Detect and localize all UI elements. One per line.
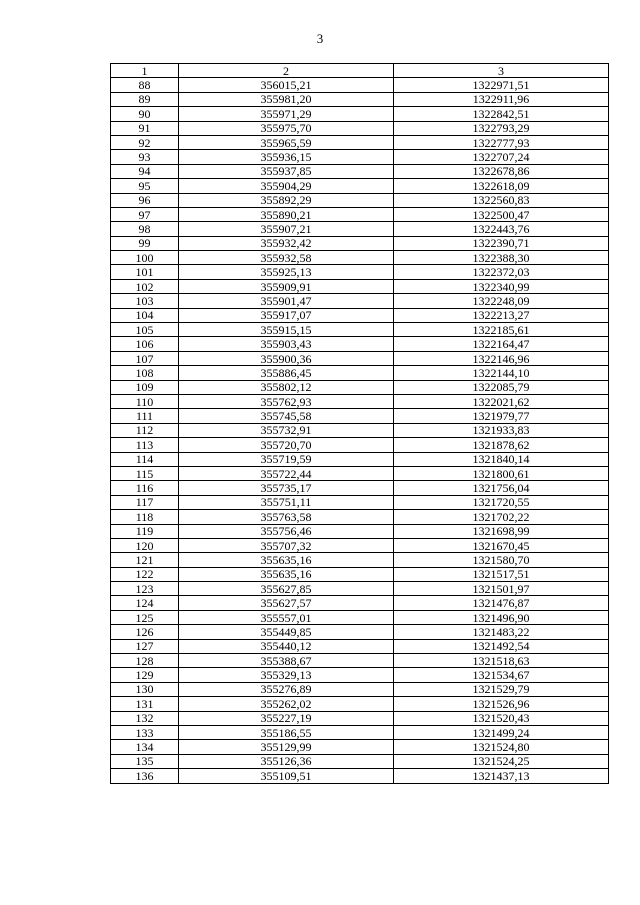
y-coordinate-cell: 1321517,51	[394, 567, 609, 581]
point-number-cell: 130	[111, 682, 179, 696]
x-coordinate-cell: 355971,29	[179, 107, 394, 121]
point-number-cell: 110	[111, 394, 179, 408]
point-number-cell: 92	[111, 135, 179, 149]
y-coordinate-cell: 1322021,62	[394, 394, 609, 408]
table-row	[111, 510, 609, 524]
table-row	[111, 380, 609, 394]
table-row	[111, 495, 609, 509]
column-header-2: 2	[179, 64, 394, 78]
x-coordinate-cell: 355886,45	[179, 366, 394, 380]
x-coordinate-cell: 355732,91	[179, 423, 394, 437]
table-row	[111, 251, 609, 265]
table-row	[111, 121, 609, 135]
y-coordinate-cell: 1321476,87	[394, 596, 609, 610]
y-coordinate-cell: 1322164,47	[394, 337, 609, 351]
x-coordinate-cell: 355186,55	[179, 725, 394, 739]
table-row	[111, 668, 609, 682]
point-number-cell: 95	[111, 179, 179, 193]
x-coordinate-cell: 355276,89	[179, 682, 394, 696]
y-coordinate-cell: 1321840,14	[394, 452, 609, 466]
point-number-cell: 93	[111, 150, 179, 164]
point-number-cell: 120	[111, 538, 179, 552]
x-coordinate-cell: 355917,07	[179, 308, 394, 322]
y-coordinate-cell: 1321720,55	[394, 495, 609, 509]
point-number-cell: 134	[111, 740, 179, 754]
x-coordinate-cell: 355329,13	[179, 668, 394, 682]
y-coordinate-cell: 1322777,93	[394, 135, 609, 149]
x-coordinate-cell: 355937,85	[179, 164, 394, 178]
x-coordinate-cell: 355762,93	[179, 394, 394, 408]
point-number-cell: 99	[111, 236, 179, 250]
x-coordinate-cell: 355901,47	[179, 294, 394, 308]
point-number-cell: 109	[111, 380, 179, 394]
y-coordinate-cell: 1321933,83	[394, 423, 609, 437]
table-row	[111, 610, 609, 624]
table-row	[111, 438, 609, 452]
table-row	[111, 725, 609, 739]
y-coordinate-cell: 1322340,99	[394, 279, 609, 293]
y-coordinate-cell: 1322707,24	[394, 150, 609, 164]
table-row	[111, 754, 609, 768]
point-number-cell: 119	[111, 524, 179, 538]
y-coordinate-cell: 1322842,51	[394, 107, 609, 121]
x-coordinate-cell: 355900,36	[179, 351, 394, 365]
point-number-cell: 94	[111, 164, 179, 178]
x-coordinate-cell: 355557,01	[179, 610, 394, 624]
table-row	[111, 567, 609, 581]
point-number-cell: 135	[111, 754, 179, 768]
x-coordinate-cell: 355915,15	[179, 323, 394, 337]
column-header-3: 3	[394, 64, 609, 78]
table-row	[111, 222, 609, 236]
x-coordinate-cell: 355904,29	[179, 179, 394, 193]
y-coordinate-cell: 1321756,04	[394, 481, 609, 495]
x-coordinate-cell: 355907,21	[179, 222, 394, 236]
y-coordinate-cell: 1321518,63	[394, 654, 609, 668]
y-coordinate-cell: 1321979,77	[394, 409, 609, 423]
y-coordinate-cell: 1322971,51	[394, 78, 609, 92]
table-row	[111, 236, 609, 250]
y-coordinate-cell: 1322560,83	[394, 193, 609, 207]
point-number-cell: 118	[111, 510, 179, 524]
point-number-cell: 125	[111, 610, 179, 624]
point-number-cell: 107	[111, 351, 179, 365]
x-coordinate-cell: 355751,11	[179, 495, 394, 509]
y-coordinate-cell: 1321702,22	[394, 510, 609, 524]
table-row	[111, 337, 609, 351]
point-number-cell: 126	[111, 625, 179, 639]
table-row	[111, 582, 609, 596]
x-coordinate-cell: 355965,59	[179, 135, 394, 149]
x-coordinate-cell: 355936,15	[179, 150, 394, 164]
x-coordinate-cell: 355388,67	[179, 654, 394, 668]
x-coordinate-cell: 355903,43	[179, 337, 394, 351]
table-row	[111, 466, 609, 480]
x-coordinate-cell: 355975,70	[179, 121, 394, 135]
x-coordinate-cell: 355707,32	[179, 538, 394, 552]
y-coordinate-cell: 1321878,62	[394, 438, 609, 452]
x-coordinate-cell: 355627,57	[179, 596, 394, 610]
y-coordinate-cell: 1322793,29	[394, 121, 609, 135]
point-number-cell: 89	[111, 92, 179, 106]
y-coordinate-cell: 1321492,54	[394, 639, 609, 653]
table-row	[111, 351, 609, 365]
x-coordinate-cell: 355722,44	[179, 466, 394, 480]
y-coordinate-cell: 1321698,99	[394, 524, 609, 538]
y-coordinate-cell: 1322185,61	[394, 323, 609, 337]
page-number: 3	[316, 31, 324, 46]
table-row	[111, 265, 609, 279]
y-coordinate-cell: 1321520,43	[394, 711, 609, 725]
table-row	[111, 366, 609, 380]
x-coordinate-cell: 355932,58	[179, 251, 394, 265]
y-coordinate-cell: 1322390,71	[394, 236, 609, 250]
point-number-cell: 127	[111, 639, 179, 653]
y-coordinate-cell: 1321580,70	[394, 553, 609, 567]
y-coordinate-cell: 1321534,67	[394, 668, 609, 682]
table-row	[111, 524, 609, 538]
x-coordinate-cell: 355932,42	[179, 236, 394, 250]
table-row	[111, 294, 609, 308]
table-row	[111, 107, 609, 121]
point-number-cell: 102	[111, 279, 179, 293]
x-coordinate-cell: 355802,12	[179, 380, 394, 394]
y-coordinate-cell: 1322146,96	[394, 351, 609, 365]
table-row	[111, 308, 609, 322]
point-number-cell: 117	[111, 495, 179, 509]
x-coordinate-cell: 355981,20	[179, 92, 394, 106]
table-row	[111, 323, 609, 337]
column-header-1: 1	[111, 64, 179, 78]
y-coordinate-cell: 1322678,86	[394, 164, 609, 178]
table-row	[111, 769, 609, 783]
y-coordinate-cell: 1322372,03	[394, 265, 609, 279]
table-row	[111, 193, 609, 207]
point-number-cell: 104	[111, 308, 179, 322]
x-coordinate-cell: 355440,12	[179, 639, 394, 653]
table-row	[111, 538, 609, 552]
y-coordinate-cell: 1321800,61	[394, 466, 609, 480]
y-coordinate-cell: 1322085,79	[394, 380, 609, 394]
x-coordinate-cell: 355719,59	[179, 452, 394, 466]
point-number-cell: 115	[111, 466, 179, 480]
point-number-cell: 90	[111, 107, 179, 121]
x-coordinate-cell: 355627,85	[179, 582, 394, 596]
point-number-cell: 100	[111, 251, 179, 265]
table-row	[111, 279, 609, 293]
point-number-cell: 96	[111, 193, 179, 207]
y-coordinate-cell: 1322618,09	[394, 179, 609, 193]
point-number-cell: 108	[111, 366, 179, 380]
point-number-cell: 133	[111, 725, 179, 739]
y-coordinate-cell: 1322500,47	[394, 207, 609, 221]
y-coordinate-cell: 1322443,76	[394, 222, 609, 236]
x-coordinate-cell: 355925,13	[179, 265, 394, 279]
x-coordinate-cell: 355909,91	[179, 279, 394, 293]
table-row	[111, 452, 609, 466]
table-body	[111, 78, 609, 783]
point-number-cell: 101	[111, 265, 179, 279]
x-coordinate-cell: 355126,36	[179, 754, 394, 768]
table-row	[111, 697, 609, 711]
point-number-cell: 98	[111, 222, 179, 236]
table-row	[111, 639, 609, 653]
table-row	[111, 207, 609, 221]
table-row	[111, 164, 609, 178]
table-row	[111, 654, 609, 668]
point-number-cell: 122	[111, 567, 179, 581]
x-coordinate-cell: 355227,19	[179, 711, 394, 725]
y-coordinate-cell: 1321529,79	[394, 682, 609, 696]
x-coordinate-cell: 355756,46	[179, 524, 394, 538]
y-coordinate-cell: 1322213,27	[394, 308, 609, 322]
x-coordinate-cell: 355892,29	[179, 193, 394, 207]
x-coordinate-cell: 355635,16	[179, 553, 394, 567]
y-coordinate-cell: 1321524,25	[394, 754, 609, 768]
point-number-cell: 113	[111, 438, 179, 452]
x-coordinate-cell: 355109,51	[179, 769, 394, 783]
x-coordinate-cell: 356015,21	[179, 78, 394, 92]
table-row	[111, 711, 609, 725]
table-header-row	[111, 64, 609, 78]
point-number-cell: 103	[111, 294, 179, 308]
point-number-cell: 132	[111, 711, 179, 725]
coordinates-table	[110, 63, 609, 784]
y-coordinate-cell: 1322248,09	[394, 294, 609, 308]
x-coordinate-cell: 355129,99	[179, 740, 394, 754]
table-row	[111, 682, 609, 696]
point-number-cell: 97	[111, 207, 179, 221]
point-number-cell: 88	[111, 78, 179, 92]
point-number-cell: 91	[111, 121, 179, 135]
y-coordinate-cell: 1321526,96	[394, 697, 609, 711]
y-coordinate-cell: 1322388,30	[394, 251, 609, 265]
y-coordinate-cell: 1321524,80	[394, 740, 609, 754]
table-row	[111, 740, 609, 754]
y-coordinate-cell: 1321437,13	[394, 769, 609, 783]
y-coordinate-cell: 1321670,45	[394, 538, 609, 552]
y-coordinate-cell: 1322911,96	[394, 92, 609, 106]
x-coordinate-cell: 355449,85	[179, 625, 394, 639]
point-number-cell: 136	[111, 769, 179, 783]
point-number-cell: 106	[111, 337, 179, 351]
table-row	[111, 150, 609, 164]
point-number-cell: 116	[111, 481, 179, 495]
x-coordinate-cell: 355735,17	[179, 481, 394, 495]
point-number-cell: 123	[111, 582, 179, 596]
table-row	[111, 596, 609, 610]
table-row	[111, 423, 609, 437]
table-row	[111, 179, 609, 193]
point-number-cell: 111	[111, 409, 179, 423]
point-number-cell: 128	[111, 654, 179, 668]
x-coordinate-cell: 355720,70	[179, 438, 394, 452]
point-number-cell: 131	[111, 697, 179, 711]
table-row	[111, 92, 609, 106]
table-row	[111, 625, 609, 639]
table-row	[111, 409, 609, 423]
y-coordinate-cell: 1322144,10	[394, 366, 609, 380]
x-coordinate-cell: 355763,58	[179, 510, 394, 524]
point-number-cell: 124	[111, 596, 179, 610]
y-coordinate-cell: 1321496,90	[394, 610, 609, 624]
y-coordinate-cell: 1321499,24	[394, 725, 609, 739]
point-number-cell: 129	[111, 668, 179, 682]
x-coordinate-cell: 355262,02	[179, 697, 394, 711]
table-row	[111, 78, 609, 92]
table-row	[111, 481, 609, 495]
point-number-cell: 105	[111, 323, 179, 337]
y-coordinate-cell: 1321501,97	[394, 582, 609, 596]
table-row	[111, 135, 609, 149]
point-number-cell: 114	[111, 452, 179, 466]
point-number-cell: 112	[111, 423, 179, 437]
x-coordinate-cell: 355745,58	[179, 409, 394, 423]
table-row	[111, 394, 609, 408]
x-coordinate-cell: 355890,21	[179, 207, 394, 221]
y-coordinate-cell: 1321483,22	[394, 625, 609, 639]
table-row	[111, 553, 609, 567]
x-coordinate-cell: 355635,16	[179, 567, 394, 581]
point-number-cell: 121	[111, 553, 179, 567]
